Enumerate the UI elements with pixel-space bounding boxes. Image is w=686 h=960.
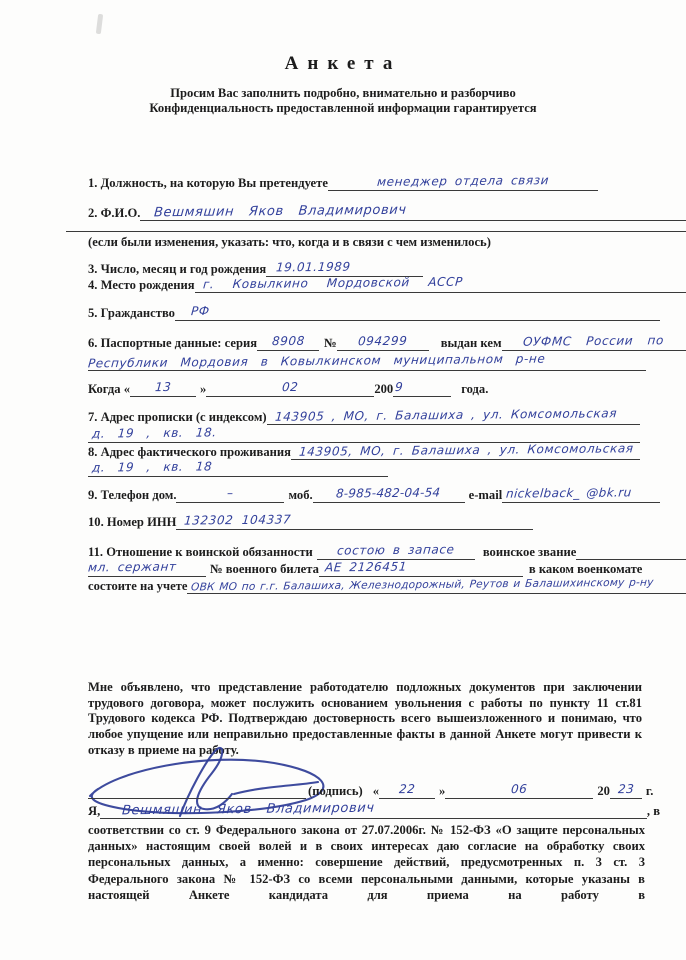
consent-name-line[interactable] <box>100 800 647 819</box>
sign-day-line[interactable] <box>379 780 435 799</box>
phone-mobile-line[interactable] <box>313 484 465 503</box>
military-ticket-value: АЕ 2126451 <box>324 559 408 575</box>
scan-smudge <box>96 14 103 34</box>
passport-year-suffix: года. <box>461 382 489 396</box>
passport-day-value: 13 <box>154 379 172 395</box>
sign-month-line[interactable] <box>445 780 593 799</box>
signature-line[interactable] <box>88 783 306 799</box>
regaddress-value2: д. 19 , кв. 18. <box>91 425 218 441</box>
passport-month-line[interactable] <box>206 378 374 397</box>
sign-year-line[interactable] <box>610 780 642 799</box>
passport-year-line[interactable] <box>393 378 451 397</box>
field-passport-label: 6. Паспортные данные: серия <box>88 336 258 350</box>
military-ticket-label: № военного билета <box>210 562 319 576</box>
declaration-paragraph: Мне объявлено, что представление работодателю подложных документов при заключении трудового договора, может послужить основанием увольнения с работы по пункту 11 ст.81 Трудового кодекса РФ. Подтверждаю достоверность всего вышеизложенного и понимаю, что любое упущение или неправильно предоставленные факты в данной Анкете могут привести к отказу в приеме на работу. <box>88 680 642 757</box>
consent-name-value: Вешмяшин Яков Владимирович <box>121 800 376 819</box>
phone-home-value: – <box>226 485 235 501</box>
passport-day-line[interactable] <box>130 378 196 397</box>
phone-mob-label: моб. <box>288 488 313 502</box>
field-citizenship-label: 5. Гражданство <box>88 306 175 320</box>
consent-paragraph: соответствии со ст. 9 Федерального закона от 27.07.2006г. № 152-ФЗ «О защите персональных данных» настоящим своей волей и в своих интересах даю согласие на обработку своих персональных данных, а именно: совершение действий, предусмотренных п. 3 ст. 3 Федерального закона № 152-ФЗ со всеми персональными данными, которые указаны в настоящей Анкете кандидата для приема на работу в <box>88 823 645 902</box>
passport-no-label: № <box>324 336 337 350</box>
field-factaddress-label: 8. Адрес фактического проживания <box>88 445 291 459</box>
passport-when-label: Когда « <box>88 382 131 396</box>
phone-email-label: e-mail <box>468 488 503 502</box>
phone-email-value: nickelback_ @bk.ru <box>505 485 633 501</box>
sign-year-prefix: 20 <box>597 784 610 798</box>
passport-number-value: 094299 <box>357 333 408 349</box>
field-inn-label: 10. Номер ИНН <box>88 515 177 529</box>
passport-month-value: 02 <box>281 379 300 395</box>
military-registered-label: состоите на учете <box>88 579 188 593</box>
field-position-value: менеджер отдела связи <box>376 173 550 189</box>
passport-issuedby-line1[interactable] <box>502 332 686 351</box>
passport-issuedby-value1: ОУФМС России по <box>522 333 665 349</box>
field-citizenship-line[interactable] <box>175 302 660 321</box>
regaddress-line1[interactable] <box>267 406 640 425</box>
military-commissariat-line[interactable] <box>187 575 686 594</box>
field-fio-label: 2. Ф.И.О. <box>88 206 141 220</box>
passport-year-digit: 9 <box>394 379 404 395</box>
passport-year-prefix: 200 <box>374 382 394 396</box>
inn-value: 132302 104337 <box>183 512 293 528</box>
factaddress-value2: д. 19 , кв. 18 <box>91 459 213 475</box>
consent-line-end: , в <box>646 804 660 818</box>
field-birthplace-line[interactable] <box>195 274 686 293</box>
military-commissariat-label: в каком военкомате <box>528 562 643 576</box>
form-title: Анкета <box>284 53 402 74</box>
passport-issued-label: выдан кем <box>440 336 502 350</box>
military-commissariat-value: ОВК МО по г.г. Балашиха, Железнодорожный, Реутов и Балашихинскому р-ну <box>191 576 655 594</box>
military-status-value: состою в запасе <box>336 542 456 558</box>
field-citizenship-value: РФ <box>190 303 211 319</box>
military-rank-label: воинское звание <box>482 545 577 559</box>
form-subtitle-1: Просим Вас заполнить подробно, внимательно и разборчиво <box>170 86 516 100</box>
sign-year-suffix: г. <box>645 784 654 798</box>
military-rank-value: мл. сержант <box>87 559 178 575</box>
phone-mobile-value: 8-985-482-04-54 <box>335 485 442 501</box>
sign-open-quote: « <box>372 784 380 798</box>
passport-quote-close: » <box>200 382 207 396</box>
field-fio-note: (если были изменения, указать: что, когда и в связи с чем изменилось) <box>88 235 491 249</box>
field-phone-label: 9. Телефон дом. <box>88 488 177 502</box>
podpis-label: (подпись) <box>308 784 363 798</box>
sign-day-value: 22 <box>398 781 416 797</box>
field-birthdate-label: 3. Число, месяц и год рождения <box>88 262 267 276</box>
passport-number-line[interactable] <box>337 332 429 351</box>
field-birthplace-label: 4. Место рождения <box>88 278 195 292</box>
passport-issuedby-value2: Республики Мордовия в Ковылкинском муниципальном р-не <box>87 351 546 371</box>
phone-email-line[interactable] <box>502 484 660 503</box>
field-fio-value: Вешмяшин Яков Владимирович <box>153 202 408 221</box>
factaddress-value1: 143905, МО, г. Балашиха , ул. Комсомольская <box>298 441 635 459</box>
field-regaddress-label: 7. Адрес прописки (с индексом) <box>88 410 267 424</box>
sign-month-value: 06 <box>510 781 529 797</box>
field-position-line[interactable] <box>328 172 598 191</box>
inn-line[interactable] <box>176 511 533 530</box>
field-fio-line[interactable] <box>140 202 686 221</box>
fio-extra-line[interactable] <box>66 231 686 232</box>
sign-year-value: 23 <box>617 781 635 797</box>
field-position-label: 1. Должность, на которую Вы претендуете <box>88 176 328 190</box>
field-military-label: 11. Отношение к воинской обязанности <box>88 545 313 559</box>
factaddress-line2[interactable] <box>88 458 388 477</box>
sign-close-quote: » <box>439 784 446 798</box>
passport-series-line[interactable] <box>257 332 319 351</box>
regaddress-value1: 143905 , МО, г. Балашиха , ул. Комсомольская <box>274 406 618 424</box>
field-birthplace-value: г. Ковылкино Мордовской АССР <box>201 274 463 292</box>
field-birthdate-value: 19.01.1989 <box>275 259 352 275</box>
phone-home-line[interactable] <box>176 484 284 503</box>
passport-issuedby-line2[interactable] <box>88 352 646 371</box>
passport-series-value: 8908 <box>271 333 306 349</box>
form-subtitle-2: Конфиденциальность предоставленной информации гарантируется <box>149 101 537 115</box>
ya-label: Я, <box>88 804 101 818</box>
